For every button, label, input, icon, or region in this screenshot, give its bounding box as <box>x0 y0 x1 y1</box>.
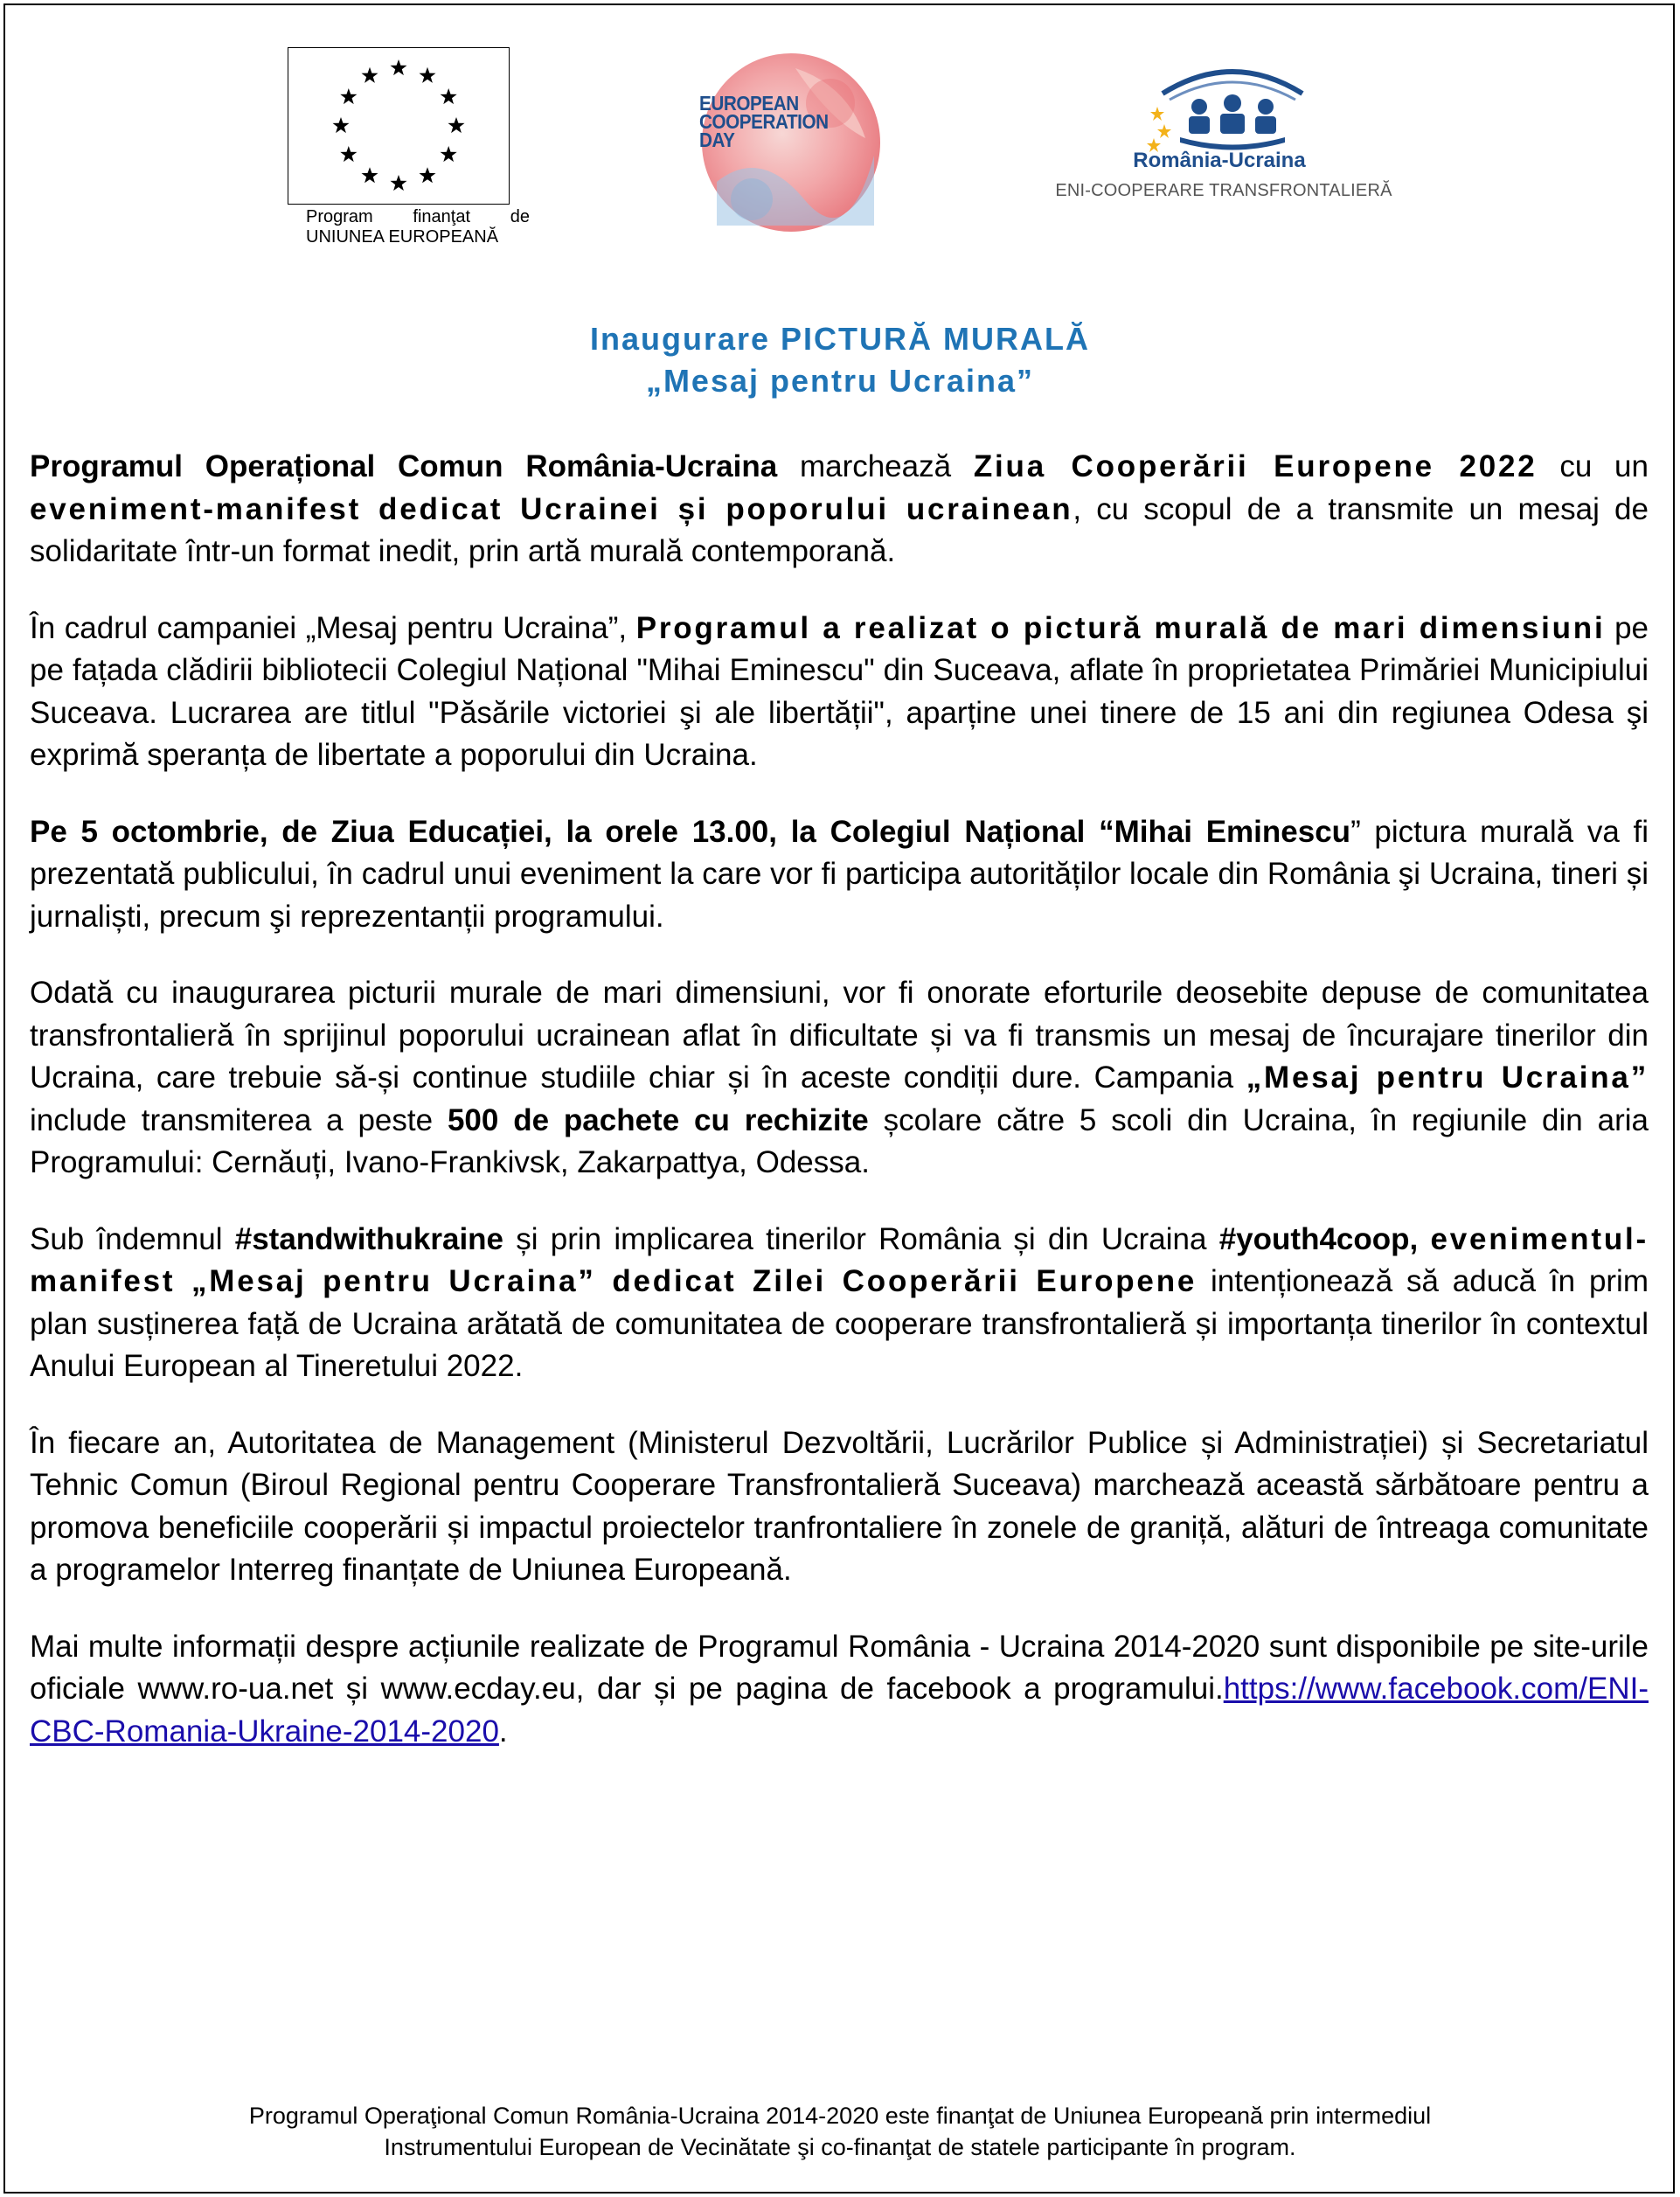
spaced-bold-text: Ziua Cooperării Europene 2022 <box>973 449 1538 483</box>
ecd-line: EUROPEAN <box>699 92 799 115</box>
romania-ukraine-logo <box>1145 54 1320 159</box>
ecd-line: COOPERATION <box>699 110 829 133</box>
hashtag: #standwithukraine <box>234 1221 504 1256</box>
paragraph-1 <box>30 446 1649 574</box>
eu-star-icon <box>362 167 378 183</box>
footer-line-2: Instrumentului European de Vecinătate şi co-finanţat de statele participante în program. <box>384 2134 1296 2160</box>
footer-note <box>0 2100 1680 2163</box>
text: Mai multe informații despre acțiunile realizate de Programul România - Ucraina 2014-2020 sunt disponibile pe site-urile oficiale www.ro-ua.net și www.ecday.eu, dar și pe pagina de facebook a programului. <box>30 1629 1649 1706</box>
text <box>1418 1222 1430 1256</box>
text: pe pe fațada clădirii bibliotecii Colegiul Național "Mihai Eminescu" din Suceava, aflate în proprietatea Primăriei Municipiului Suceava. Lucrarea are titlul "Păsările victoriei şi ale libertății", aparține unei tinere de 15 ani din regiunea Odesa şi exprimă speranța de libertate a poporului din Ucraina. <box>30 610 1649 772</box>
eu-caption-word: finanţat <box>413 207 471 226</box>
eu-star-icon <box>391 59 407 75</box>
romania-ukraine-subtitle: ENI-COOPERARE TRANSFRONTALIERĂ <box>1055 181 1392 200</box>
text: intenționează să aducă în prim plan susținerea față de Ucraina arătată de comunitatea de cooperare transfrontalieră și importanța tinerilor în contextul Anului European al Tineretului 2022. <box>30 1264 1649 1383</box>
text: marchează <box>777 449 974 483</box>
text: , cu scopul de a transmite un mesaj de solidaritate într-un format inedit, prin artă murală contemporană. <box>30 491 1649 568</box>
eu-star-icon <box>340 88 357 104</box>
text: și prin implicarea tinerilor România și din Ucraina <box>503 1221 1219 1256</box>
bold-text: Programul Operațional Comun România-Ucraina <box>30 449 778 483</box>
paragraph-7 <box>30 1626 1649 1754</box>
eu-star-icon <box>441 88 457 104</box>
spaced-bold-text: „Mesaj pentru Ucraina” <box>1246 1060 1649 1095</box>
text: Odată cu inaugurarea picturii murale de mari dimensiuni, vor fi onorate eforturile deosebite depuse de comunitatea transfrontalieră în sprijinul poporului ucrainean aflat în dificultate și va fi transmis un mesaj de încurajare tinerilor din Ucraina, care trebuie să-și continue studiile chiar și în aceste condiții dure. Campania <box>30 976 1649 1095</box>
text: În cadrul campaniei „Mesaj pentru Ucraina”, <box>30 610 636 645</box>
eu-star-icon <box>441 146 457 162</box>
text: În fiecare an, Autoritatea de Management (Ministerul Dezvoltării, Lucrărilor Publice și Administrației) și Secretariatul Tehnic Comun (Biroul Regional pentru Cooperare Transfrontalieră Suceava) marchează această sărbătoare pentru a promova beneficiile cooperării și impactul proiectelor tranfrontaliere în zonele de graniță, alături de întreaga comunitate a programelor Interreg finanțate de Uniunea Europeană. <box>30 1425 1649 1587</box>
romania-ukraine-name: România-Ucraina <box>1133 149 1306 172</box>
paragraph-3 <box>30 811 1649 939</box>
eu-stars-icon <box>288 48 509 204</box>
text: include transmiterea a peste <box>30 1102 448 1137</box>
article-body <box>30 446 1649 1787</box>
spaced-bold-text: Programul a realizat o pictură murală de mari dimensiuni <box>635 610 1606 645</box>
footer-line-1: Programul Operaţional Comun România-Ucraina 2014-2020 este finanţat de Uniunea Europeană prin intermediul <box>248 2103 1432 2129</box>
hashtag: #youth4coop, <box>1218 1221 1419 1256</box>
paragraph-2 <box>30 608 1649 777</box>
page-title <box>0 318 1680 402</box>
title-line-1: Inaugurare PICTURĂ MURALĂ <box>589 321 1091 357</box>
text: cu un <box>1537 449 1649 483</box>
paragraph-6 <box>30 1422 1649 1592</box>
eu-star-icon <box>391 175 407 191</box>
eu-star-icon <box>420 67 436 83</box>
text: . <box>498 1714 508 1749</box>
eu-star-icon <box>420 167 436 183</box>
eu-caption <box>306 207 530 247</box>
eu-star-icon <box>340 146 357 162</box>
bold-text: 500 de pachete cu rechizite <box>447 1102 869 1137</box>
eu-flag-logo <box>288 47 510 205</box>
eu-star-icon <box>448 117 465 133</box>
spaced-bold-text: eveniment-manifest dedicat Ucrainei și poporului ucrainean <box>30 491 1073 526</box>
text: școlare către 5 scoli din Ucraina, în regiunile din aria Programului: Cernăuți, Ivano-Frankivsk, Zakarpattya, Odessa. <box>30 1102 1649 1179</box>
eu-caption-word: de <box>510 207 530 226</box>
paragraph-4 <box>30 972 1649 1185</box>
text: Sub îndemnul <box>30 1221 235 1256</box>
eu-caption-line2: UNIUNEA EUROPEANĂ <box>306 227 499 247</box>
eu-caption-word: Program <box>306 207 373 226</box>
title-line-2: „Mesaj pentru Ucraina” <box>645 363 1035 399</box>
logo-header <box>0 35 1680 262</box>
ecd-logo-text <box>699 94 857 149</box>
eu-star-icon <box>362 67 378 83</box>
eu-star-icon <box>333 117 350 133</box>
text: ” pictura murală va fi prezentată publicului, în cadrul unui eveniment la care vor fi participa autorităților locale din România şi Ucraina, tineri și jurnaliști, precum şi reprezentanții programului. <box>30 814 1649 934</box>
ecd-line: DAY <box>699 129 735 151</box>
facebook-link[interactable]: https://www.facebook.com/ENI-CBC-Romania-Ukraine-2014-2020 <box>30 1672 1649 1749</box>
paragraph-5 <box>30 1219 1649 1388</box>
spaced-bold-text: evenimentul-manifest „Mesaj pentru Ucraina” dedicat Zilei Cooperării Europene <box>30 1221 1649 1298</box>
bold-text: Pe 5 octombrie, de Ziua Educației, la orele 13.00, la Colegiul Național “Mihai Eminescu <box>30 814 1351 849</box>
